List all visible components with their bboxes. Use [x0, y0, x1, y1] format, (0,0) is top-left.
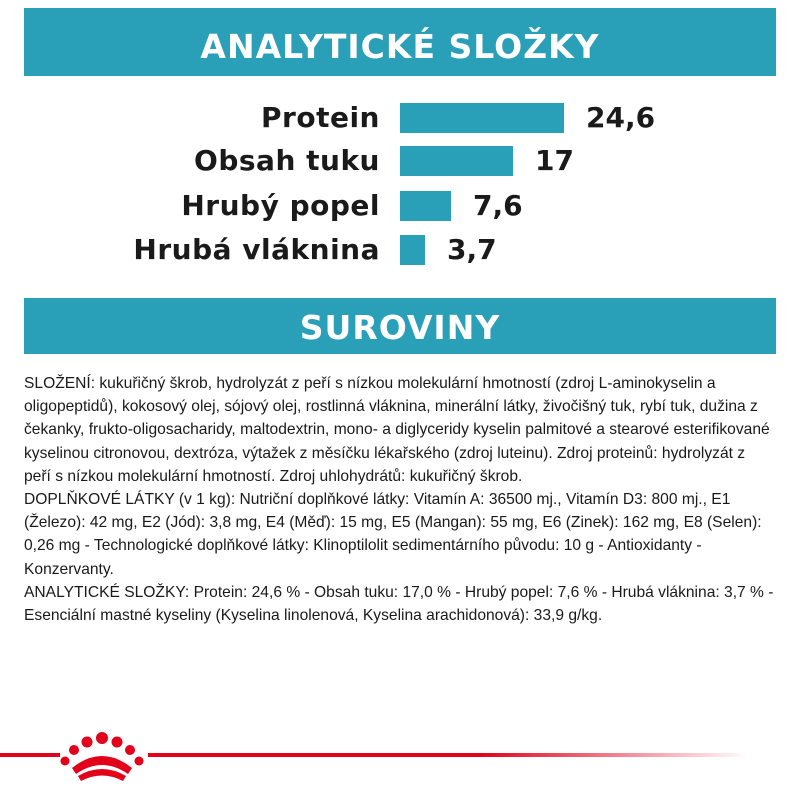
- analytics-title: ANALYTICKÉ SLOŽKY: [200, 27, 600, 66]
- analytics-bar: [400, 191, 451, 221]
- analytical-paragraph: ANALYTICKÉ SLOŽKY: Protein: 24,6 % - Obsah tuku: 17,0 % - Hrubý popel: 7,6 % - Hrubá vláknina: 3,7 % - Esenciální mastné kyseliny (Kyselina linolenová, Kyselina arachidonová): 33,9 g/kg.: [24, 583, 774, 625]
- analytics-header: [24, 8, 776, 76]
- analytics-label: Hrubá vláknina: [133, 233, 380, 266]
- analytics-value: 7,6: [473, 189, 523, 222]
- analytics-bar: [400, 103, 564, 133]
- analytics-label: Protein: [261, 101, 380, 134]
- ingredients-text: [24, 372, 776, 627]
- additives-paragraph: DOPLŇKOVÉ LÁTKY (v 1 kg): Nutriční doplňkové látky: Vitamín A: 36500 mj., Vitamín D3: 800 mj., E1 (Železo): 42 mg, E2 (Jód): 3,8 mg, E4 (Měď): 15 mg, E5 (Mangan): 55 mg, E6 (Zinek): 162 mg, E8 (Selen): 0,26 mg - Technologické doplňkové látky: Klinoptilolit sedimentárního původu: 10 g - Antioxidanty - Konzervanty.: [24, 491, 762, 578]
- analytics-row: [0, 141, 800, 181]
- analytics-row: [0, 98, 800, 138]
- analytics-row: [0, 186, 800, 226]
- composition-paragraph: SLOŽENÍ: kukuřičný škrob, hydrolyzát z peří s nízkou molekulární hmotností (zdroj L-aminokyselin a oligopeptidů), kokosový olej, sójový olej, rostlinná vláknina, minerální látky, živočišný tuk, rybí tuk, dužina z čekanky, frukto-oligosacharidy, maltodextrin, mono- a diglyceridy kyselin palmitové a stearové esterifikované kyselinou citronovou, dextróza, výtažek z měsíčku lékařského (zdroj luteinu). Zdroj proteinů: hydrolyzát z peří s nízkou molekulární hmotností. Zdroj uhlohydrátů: kukuřičný škrob.: [24, 375, 770, 485]
- ingredients-header: [24, 298, 776, 354]
- footer-line-right: [148, 753, 748, 757]
- analytics-label: Hrubý popel: [181, 189, 380, 222]
- analytics-row: [0, 230, 800, 270]
- royal-canin-crown-icon: [50, 728, 154, 784]
- analytics-value: 17: [535, 144, 574, 177]
- ingredients-title: SUROVINY: [299, 308, 501, 347]
- analytics-value: 24,6: [586, 101, 656, 134]
- analytics-bar: [400, 146, 513, 176]
- analytics-label: Obsah tuku: [194, 144, 380, 177]
- analytics-value: 3,7: [447, 233, 497, 266]
- analytics-bar: [400, 235, 425, 265]
